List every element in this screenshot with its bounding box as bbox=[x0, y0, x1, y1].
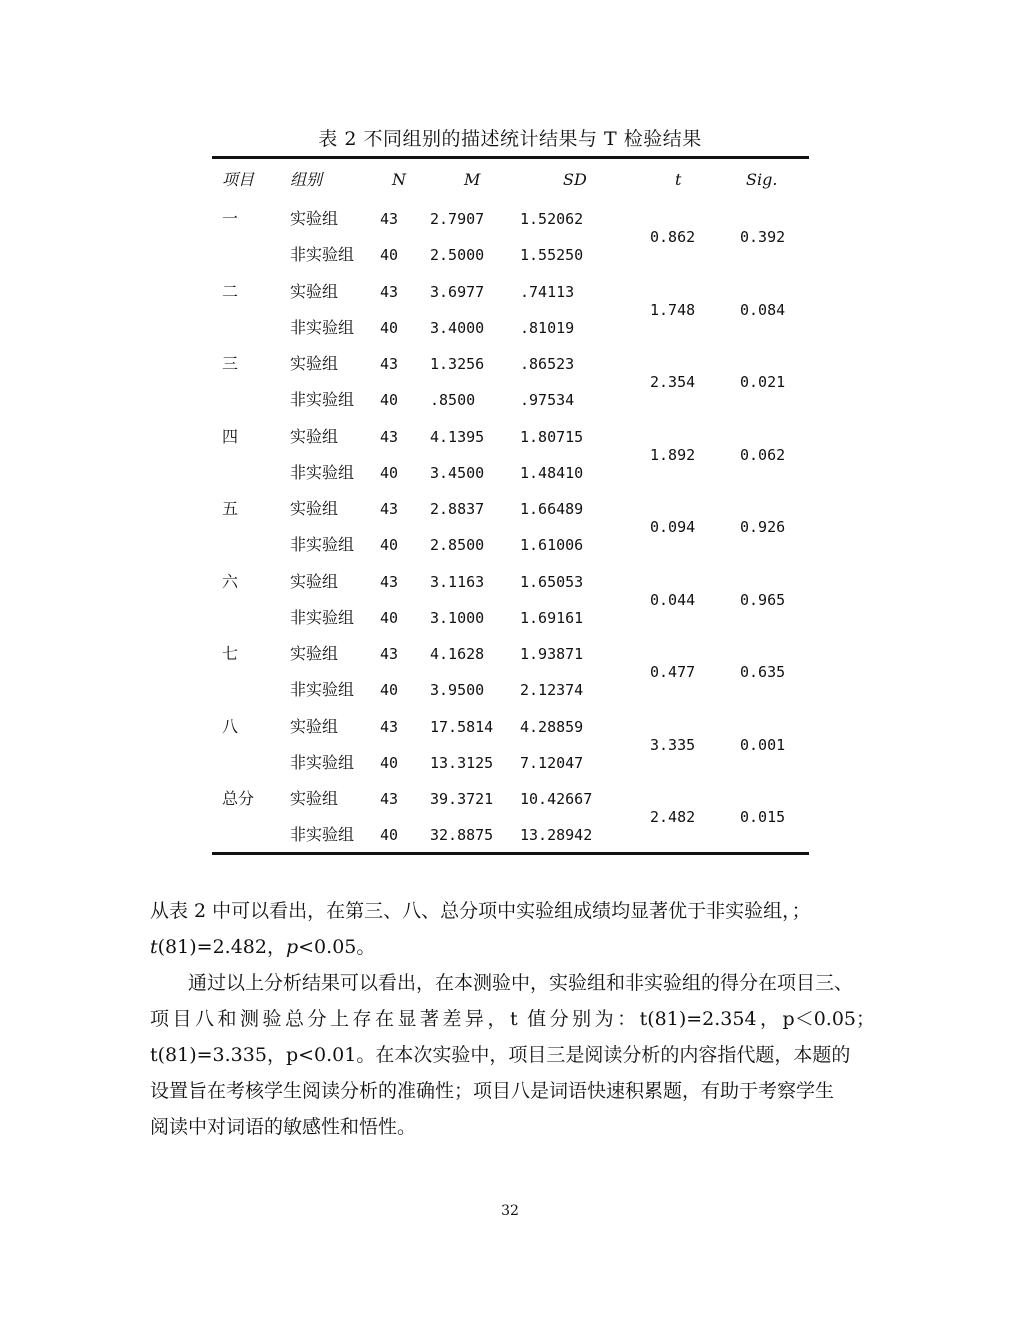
cell-m: 3.4000 bbox=[430, 318, 485, 337]
cell-sd: 10.42667 bbox=[520, 790, 593, 808]
cell-sd: 1.55250 bbox=[520, 246, 584, 264]
paragraph-2-line-2: 项目八和测验总分上存在显著差异，t 值分别为：t(81)=2.354，p＜0.05； bbox=[150, 1008, 875, 1030]
cell-n: 43 bbox=[380, 427, 399, 446]
cell-t: 3.335 bbox=[650, 735, 696, 754]
cell-item: 七 bbox=[222, 644, 239, 663]
cell-m: 2.8837 bbox=[430, 500, 485, 518]
cell-m: 3.1000 bbox=[430, 608, 485, 627]
cell-group: 实验组 bbox=[290, 571, 339, 591]
cell-item: 一 bbox=[222, 209, 239, 228]
cell-sd: 1.69161 bbox=[520, 608, 584, 627]
cell-group: 非实验组 bbox=[290, 825, 355, 844]
t-value: (81)=2.482， bbox=[157, 936, 286, 958]
t-symbol: t bbox=[150, 936, 158, 958]
cell-m: 2.8500 bbox=[430, 536, 485, 554]
cell-m: 13.3125 bbox=[430, 753, 494, 772]
cell-sig: 0.021 bbox=[740, 373, 786, 391]
cell-item: 八 bbox=[222, 716, 239, 736]
cell-group: 非实验组 bbox=[290, 752, 355, 772]
cell-m: 2.5000 bbox=[430, 246, 485, 264]
table-top-rule bbox=[212, 156, 809, 159]
header-sig: Sig. bbox=[746, 170, 778, 189]
cell-n: 40 bbox=[380, 536, 399, 554]
cell-group: 实验组 bbox=[290, 209, 339, 228]
cell-t: 1.748 bbox=[650, 300, 696, 319]
cell-group: 非实验组 bbox=[290, 245, 355, 264]
cell-n: 43 bbox=[380, 210, 399, 228]
cell-sd: 1.52062 bbox=[520, 210, 584, 228]
cell-n: 40 bbox=[380, 463, 399, 482]
cell-group: 实验组 bbox=[290, 499, 339, 518]
cell-n: 40 bbox=[380, 246, 399, 264]
cell-sd: .81019 bbox=[520, 318, 575, 337]
paragraph-1-line-1: 从表 2 中可以看出，在第三、八、总分项中实验组成绩均显著优于非实验组，； bbox=[150, 900, 811, 922]
cell-sd: .97534 bbox=[520, 391, 575, 409]
cell-t: 2.482 bbox=[650, 808, 696, 826]
cell-sig: 0.926 bbox=[740, 518, 786, 536]
header-t: t bbox=[675, 170, 682, 189]
table-caption: 表 2 不同组别的描述统计结果与 T 检验结果 bbox=[318, 128, 702, 150]
header-n: N bbox=[392, 170, 406, 189]
header-group: 组别 bbox=[290, 170, 323, 189]
cell-n: 43 bbox=[380, 790, 399, 808]
cell-group: 实验组 bbox=[290, 789, 339, 808]
cell-m: 2.7907 bbox=[430, 210, 485, 228]
page-number: 32 bbox=[501, 1203, 519, 1219]
cell-m: 3.6977 bbox=[430, 282, 485, 301]
cell-sd: 1.61006 bbox=[520, 536, 584, 554]
cell-group: 非实验组 bbox=[290, 462, 355, 482]
cell-sd: 1.48410 bbox=[520, 463, 584, 482]
cell-m: 4.1628 bbox=[430, 645, 485, 663]
cell-item: 三 bbox=[222, 354, 239, 373]
cell-n: 40 bbox=[380, 681, 399, 699]
p-value: <0.05。 bbox=[298, 936, 376, 958]
cell-sig: 0.062 bbox=[740, 445, 786, 464]
cell-item: 六 bbox=[222, 571, 239, 591]
cell-sig: 0.392 bbox=[740, 228, 786, 246]
paragraph-1-line-2 bbox=[150, 929, 875, 965]
cell-n: 43 bbox=[380, 717, 399, 736]
cell-group: 非实验组 bbox=[290, 680, 355, 699]
cell-sd: 1.66489 bbox=[520, 500, 584, 518]
paragraph-2-line-5: 阅读中对词语的敏感性和悟性。 bbox=[150, 1116, 417, 1138]
cell-sd: 13.28942 bbox=[520, 826, 593, 844]
cell-t: 1.892 bbox=[650, 445, 696, 464]
cell-t: 0.862 bbox=[650, 228, 696, 246]
p-symbol: p bbox=[285, 936, 299, 958]
cell-item: 五 bbox=[222, 499, 239, 518]
cell-n: 40 bbox=[380, 318, 399, 337]
cell-sd: 1.93871 bbox=[520, 645, 584, 663]
cell-m: 3.4500 bbox=[430, 463, 485, 482]
cell-m: 3.1163 bbox=[430, 572, 485, 591]
paragraph-2 bbox=[150, 965, 875, 1145]
cell-n: 40 bbox=[380, 753, 399, 772]
paragraph-2-line-3: t(81)=3.335，p<0.01。在本次实验中，项目三是阅读分析的内容指代题，本题的 bbox=[150, 1044, 851, 1066]
cell-sig: 0.001 bbox=[740, 735, 786, 754]
header-m: M bbox=[464, 170, 481, 189]
cell-n: 43 bbox=[380, 282, 399, 301]
cell-m: 1.3256 bbox=[430, 355, 485, 373]
cell-item: 四 bbox=[222, 426, 239, 446]
cell-group: 非实验组 bbox=[290, 317, 355, 337]
cell-group: 实验组 bbox=[290, 281, 339, 301]
cell-sd: .86523 bbox=[520, 355, 575, 373]
cell-t: 0.044 bbox=[650, 590, 696, 609]
cell-group: 非实验组 bbox=[290, 535, 355, 554]
header-item: 项目 bbox=[222, 170, 255, 189]
cell-group: 实验组 bbox=[290, 426, 339, 446]
cell-m: 17.5814 bbox=[430, 717, 494, 736]
cell-n: 40 bbox=[380, 391, 399, 409]
cell-sd: 7.12047 bbox=[520, 753, 584, 772]
cell-sd: 1.65053 bbox=[520, 572, 584, 591]
cell-group: 实验组 bbox=[290, 716, 339, 736]
cell-n: 43 bbox=[380, 355, 399, 373]
cell-group: 非实验组 bbox=[290, 390, 355, 409]
cell-item: 总分 bbox=[222, 789, 255, 808]
cell-t: 2.354 bbox=[650, 373, 696, 391]
cell-n: 40 bbox=[380, 826, 399, 844]
cell-sig: 0.015 bbox=[740, 808, 786, 826]
header-sd: SD bbox=[563, 170, 587, 189]
table-bottom-rule bbox=[212, 852, 809, 855]
cell-m: 3.9500 bbox=[430, 681, 485, 699]
cell-sd: 1.80715 bbox=[520, 427, 584, 446]
cell-group: 实验组 bbox=[290, 354, 339, 373]
cell-sd: 4.28859 bbox=[520, 717, 584, 736]
paragraph-1 bbox=[150, 893, 875, 965]
cell-n: 43 bbox=[380, 645, 399, 663]
cell-n: 43 bbox=[380, 572, 399, 591]
cell-group: 非实验组 bbox=[290, 607, 355, 627]
cell-sd: .74113 bbox=[520, 282, 575, 301]
cell-group: 实验组 bbox=[290, 644, 339, 663]
paragraph-2-line-1: 通过以上分析结果可以看出，在本测验中，实验组和非实验组的得分在项目三、 bbox=[188, 972, 854, 994]
cell-m: .8500 bbox=[430, 391, 476, 409]
cell-m: 39.3721 bbox=[430, 790, 494, 808]
cell-t: 0.477 bbox=[650, 663, 696, 681]
cell-n: 43 bbox=[380, 500, 399, 518]
cell-m: 4.1395 bbox=[430, 427, 485, 446]
cell-sig: 0.965 bbox=[740, 590, 786, 609]
cell-sd: 2.12374 bbox=[520, 681, 584, 699]
cell-sig: 0.084 bbox=[740, 300, 786, 319]
cell-t: 0.094 bbox=[650, 518, 696, 536]
cell-sig: 0.635 bbox=[740, 663, 786, 681]
cell-m: 32.8875 bbox=[430, 826, 494, 844]
paragraph-2-line-4: 设置旨在考核学生阅读分析的准确性；项目八是词语快速积累题，有助于考察学生 bbox=[150, 1080, 835, 1102]
cell-n: 40 bbox=[380, 608, 399, 627]
cell-item: 二 bbox=[222, 281, 239, 301]
